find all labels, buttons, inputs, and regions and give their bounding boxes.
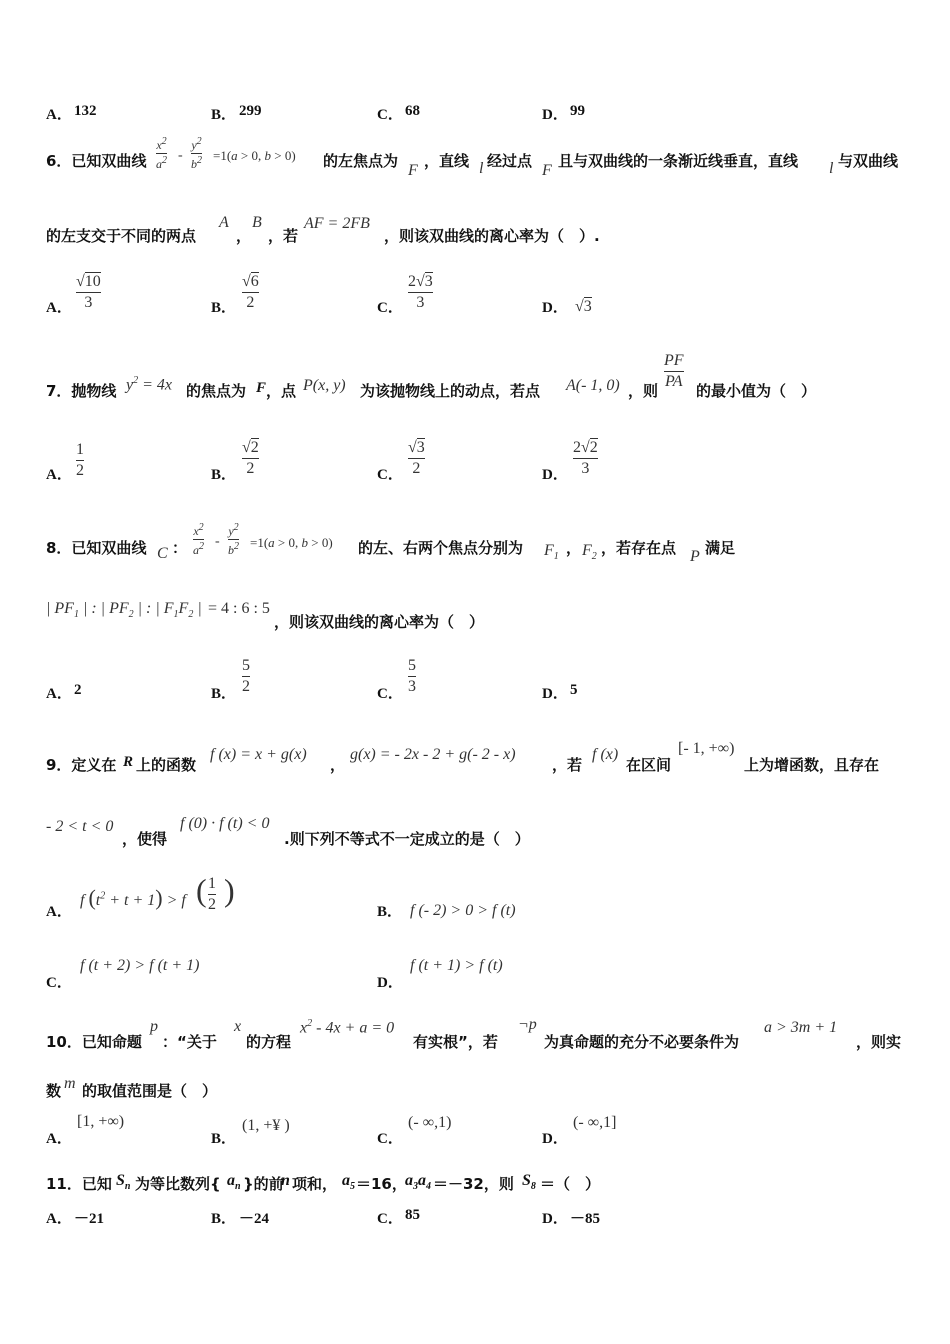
q5-option-b-label: B． <box>211 107 237 123</box>
q8-var-C: C <box>157 545 168 562</box>
q8-stem-6: 满足 <box>705 539 736 557</box>
q8-option-b-math: 5 2 <box>242 657 250 695</box>
q10-option-d-math: (- ∞,1] <box>573 1114 617 1131</box>
q9-fx: f (x) <box>592 746 619 763</box>
q9-option-a-paren-close: ) <box>224 872 235 908</box>
q10-stem-2: ：“关于 <box>162 1033 217 1051</box>
q6-stem-10: ，则该双曲线的离心率为（ ）. <box>384 227 600 245</box>
q6-stem-6: 与双曲线 <box>838 152 899 170</box>
q7-option-d-label: D． <box>542 467 568 483</box>
q9-stem-2: R <box>123 754 134 770</box>
q5-option-d-label: D． <box>542 107 568 123</box>
q11-stem-3: }的前 <box>243 1175 284 1193</box>
q7-frac-pf-pa: PF PA <box>664 352 684 390</box>
q11-stem-2: 为等比数列{ <box>135 1175 221 1193</box>
q11-stem-6: ＝－32，则 <box>433 1175 514 1193</box>
q10-not-p: ¬p <box>518 1016 537 1033</box>
q6-var-A: A <box>219 214 229 231</box>
q9-option-c-math: f (t + 2) > f (t + 1) <box>80 957 200 974</box>
q8-option-c-math: 5 3 <box>408 657 416 695</box>
q11-option-d-value: －85 <box>570 1211 601 1227</box>
q6-var-F2: F <box>542 162 552 179</box>
q11-var-an: $a_n$ <box>227 1172 241 1193</box>
q7-stem-1: 7．抛物线 <box>46 382 117 400</box>
q9-product: f (0) · f (t) < 0 <box>180 815 270 832</box>
q7-stem-7: 的最小值为（ ） <box>696 382 817 400</box>
q6-stem-5: 且与双曲线的一条渐近线垂直，直线 <box>558 152 799 170</box>
q9-gx-def: g(x) = - 2x - 2 + g(- 2 - x) <box>350 746 516 763</box>
q8-frac-x2-a2: $x^2$ $a^2$ <box>193 522 204 558</box>
q6-option-a-label: A． <box>46 300 72 316</box>
q6-option-d-label: D． <box>542 300 568 316</box>
q6-stem-9: ，若 <box>268 227 299 245</box>
q6-option-b-math: √6 2 <box>242 273 259 311</box>
q9-t-range: - 2 < t < 0 <box>46 818 114 835</box>
q8-minus: - <box>215 534 220 549</box>
q8-var-P: P <box>690 548 700 565</box>
q11-var-a3a4: $a_3a_4$ <box>405 1172 431 1193</box>
q9-stem-5: ，若 <box>552 756 583 774</box>
q5-option-d-value: 99 <box>570 103 585 119</box>
q10-option-d-label: D． <box>542 1131 568 1147</box>
q7-option-b-label: B． <box>211 467 237 483</box>
q6-option-b-label: B． <box>211 300 237 316</box>
q6-option-c-math: 2√3 3 <box>408 273 433 311</box>
q11-option-c-value: 85 <box>405 1207 420 1223</box>
q6-stem-3: ，直线 <box>424 152 470 170</box>
q9-stem-4: ， <box>330 756 346 774</box>
q7-option-d-math: 2√2 3 <box>573 439 598 477</box>
q7-stem-3: F <box>256 380 267 396</box>
q9-option-a-math: f $(t^2 + t + 1) > f$ <box>80 885 186 910</box>
q9-option-d-label: D． <box>377 975 403 991</box>
q9-stem-1: 9．定义在 <box>46 756 117 774</box>
q7-option-c-math: √3 2 <box>408 439 425 477</box>
q6-minus: - <box>178 148 183 163</box>
q8-stem-7: ，则该双曲线的离心率为（ ） <box>274 613 485 631</box>
q11-option-c-label: C． <box>377 1211 403 1227</box>
q6-stem-4: 经过点 <box>487 152 533 170</box>
q11-stem-5: ＝16， <box>356 1175 407 1193</box>
q10-stem-7: 数 <box>46 1082 62 1100</box>
q7-option-b-math: √2 2 <box>242 439 259 477</box>
q9-stem-7: 上为增函数，且存在 <box>744 756 880 774</box>
q8-ratio-rhs: = 4 : 6 : 5 <box>208 600 270 617</box>
q6-var-F: F <box>408 162 418 179</box>
q9-stem-3: 上的函数 <box>136 756 197 774</box>
q9-option-c-label: C． <box>46 975 72 991</box>
q7-stem-6: ，则 <box>628 382 659 400</box>
q11-option-b-value: －24 <box>239 1211 270 1227</box>
q8-option-d-value: 5 <box>570 682 578 698</box>
q10-option-c-math: (- ∞,1) <box>408 1114 452 1131</box>
q9-option-b-label: B． <box>377 904 403 920</box>
q10-stem-3: 的方程 <box>246 1033 292 1051</box>
q6-option-c-label: C． <box>377 300 403 316</box>
q9-fx-def: f (x) = x + g(x) <box>210 746 307 763</box>
q8-stem-1: 8．已知双曲线 <box>46 539 147 557</box>
q6-var-l2: l <box>829 160 834 177</box>
q7-option-c-label: C． <box>377 467 403 483</box>
q8-frac-y2-b2: $y^2$ $b^2$ <box>228 522 239 558</box>
q8-stem-4: ， <box>566 539 582 557</box>
q10-option-a-label: A． <box>46 1131 72 1147</box>
q11-var-n: n <box>281 1172 290 1189</box>
q8-option-c-label: C． <box>377 686 403 702</box>
q5-option-c-value: 68 <box>405 103 420 119</box>
q8-eq-condition: =1(a > 0, b > 0) <box>250 535 333 550</box>
q10-option-b-label: B． <box>211 1131 237 1147</box>
q6-eq-af-2fb: AF = 2FB <box>304 215 370 232</box>
q8-stem-5: ，若存在点 <box>601 539 677 557</box>
q11-var-S8: $S_8$ <box>522 1172 536 1193</box>
q8-var-F2: $F_2$ <box>582 542 597 563</box>
q8-option-b-label: B． <box>211 686 237 702</box>
q7-stem-5: 为该抛物线上的动点，若点 <box>360 382 541 400</box>
q10-stem-5: 为真命题的充分不必要条件为 <box>544 1033 740 1051</box>
q11-option-b-label: B． <box>211 1211 237 1227</box>
q8-ratio-lhs: | $PF_1$ | : | $PF_2$ | : | $F_1F_2$ | <box>46 600 202 621</box>
q8-stem-3: 的左、右两个焦点分别为 <box>358 539 524 557</box>
q9-option-d-math: f (t + 1) > f (t) <box>410 957 503 974</box>
q7-stem-4: ，点 <box>266 382 297 400</box>
q8-option-a-value: 2 <box>74 682 82 698</box>
q10-stem-6: ，则实 <box>856 1033 902 1051</box>
q8-option-a-label: A． <box>46 686 72 702</box>
q10-var-x: x <box>234 1018 242 1035</box>
q9-option-a-label: A． <box>46 904 72 920</box>
q8-var-F1: $F_1$ <box>544 542 559 563</box>
q10-option-c-label: C． <box>377 1131 403 1147</box>
q7-option-a-math: 1 2 <box>76 441 84 479</box>
q6-frac-x2-a2: $x^2$ $a^2$ <box>156 136 167 172</box>
q9-stem-8: ，使得 <box>122 830 168 848</box>
q10-option-a-math: [1, +∞) <box>77 1113 125 1130</box>
q6-eq-condition: =1(a > 0, b > 0) <box>213 148 296 163</box>
q10-stem-8: 的取值范围是（ ） <box>82 1082 218 1100</box>
q7-parabola-eq: $y^2 = 4x$ <box>126 375 173 394</box>
q10-var-m: m <box>64 1075 76 1092</box>
q11-var-a5: $a_5$ <box>342 1172 355 1193</box>
q6-stem-8: ， <box>236 227 252 245</box>
q10-stem-4: 有实根”，若 <box>413 1033 498 1051</box>
q11-stem-1: 11．已知 <box>46 1175 112 1193</box>
q5-option-c-label: C． <box>377 107 403 123</box>
q6-stem-1: 6．已知双曲线 <box>46 152 147 170</box>
q6-option-d-math: √3 <box>575 298 592 315</box>
q11-stem-4: 项和， <box>292 1175 338 1193</box>
q7-point-P: P(x, y) <box>303 377 346 394</box>
q8-stem-2: ： <box>172 539 188 557</box>
q9-stem-6: 在区间 <box>626 756 672 774</box>
q9-stem-9: .则下列不等式不一定成立的是（ ） <box>284 830 530 848</box>
q7-point-A: A(- 1, 0) <box>566 377 620 394</box>
q9-interval: [- 1, +∞) <box>678 740 735 757</box>
q9-option-a-paren-open: ( <box>196 872 207 908</box>
q11-option-d-label: D． <box>542 1211 568 1227</box>
q7-stem-2: 的焦点为 <box>186 382 247 400</box>
q6-stem-2: 的左焦点为 <box>323 152 399 170</box>
q6-var-B: B <box>252 214 262 231</box>
q5-option-b-value: 299 <box>239 103 262 119</box>
q10-option-b-math: (1, +¥ ) <box>242 1117 290 1134</box>
q6-frac-y2-b2: $y^2$ $b^2$ <box>191 136 202 172</box>
q10-stem-1: 10．已知命题 <box>46 1033 142 1051</box>
q9-option-a-frac: 1 2 <box>208 875 216 913</box>
q10-condition: a > 3m + 1 <box>764 1019 838 1036</box>
q7-option-a-label: A． <box>46 467 72 483</box>
q10-var-p: p <box>150 1018 158 1035</box>
q11-stem-7: ＝（ ） <box>540 1175 601 1193</box>
q6-option-a-math: √10 3 <box>76 273 101 311</box>
q9-option-b-math: f (- 2) > 0 > f (t) <box>410 902 516 919</box>
q8-option-d-label: D． <box>542 686 568 702</box>
q10-equation: $x^2 - 4x + a = 0$ <box>300 1018 395 1037</box>
q6-stem-7: 的左支交于不同的两点 <box>46 227 197 245</box>
q5-option-a-label: A． <box>46 107 72 123</box>
q6-var-l: l <box>479 160 484 177</box>
q11-option-a-value: －21 <box>74 1211 105 1227</box>
q5-option-a-value: 132 <box>74 103 97 119</box>
q11-var-Sn: $S_n$ <box>116 1172 131 1193</box>
q11-option-a-label: A． <box>46 1211 72 1227</box>
